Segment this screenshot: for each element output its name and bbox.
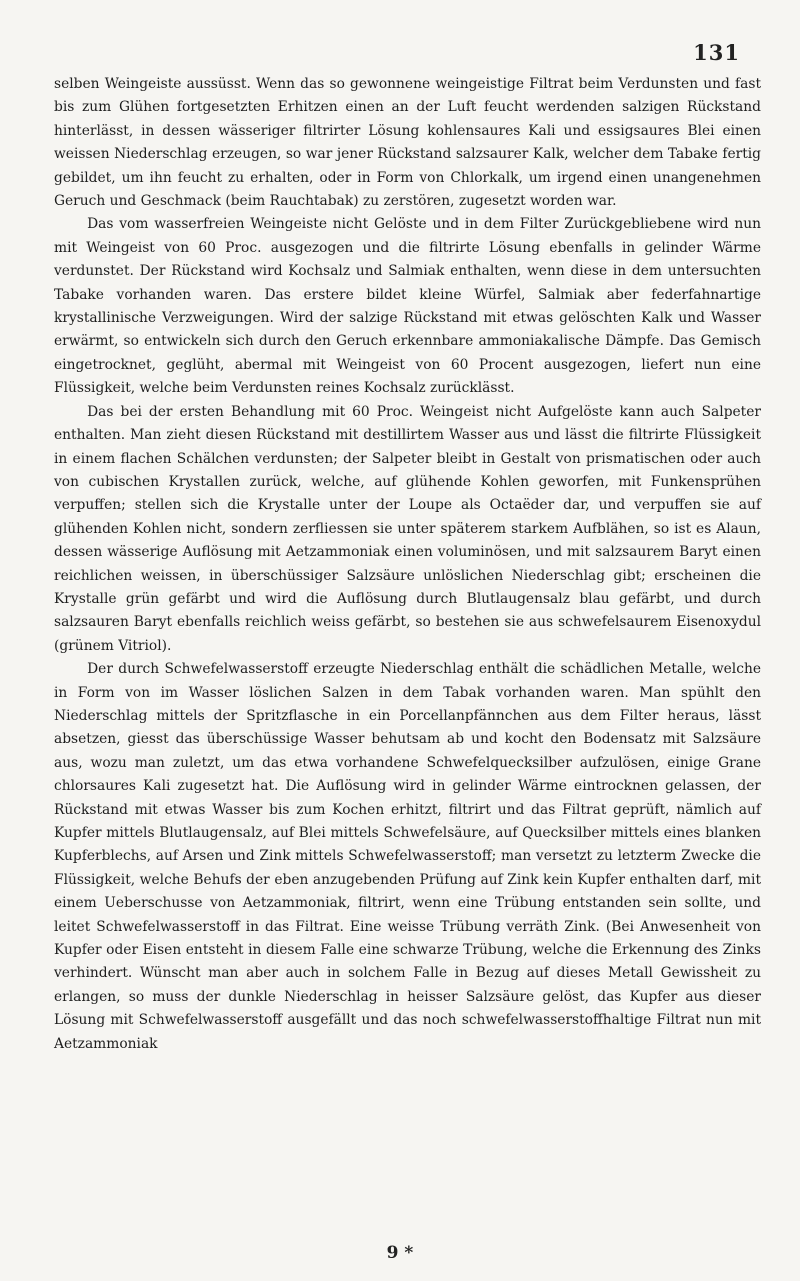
paragraph: selben Weingeiste aussüsst. Wenn das so gewonnene weingeistige Filtrat beim Verdunsten und fast bis zum Glühen fortgesetzten Erhitzen einen an der Luft feucht werdenden salzigen Rückstand hinterlässt, in dessen wässeriger filtrirter Lösung kohlensaures Kali und essigsaures Blei einen weissen Niederschlag erzeugen, so war jener Rückstand salzsaurer Kalk, welcher dem Tabake fertig gebildet, um ihn feucht zu erhalten, oder in Form von Chlorkalk, um irgend einen unangenehmen Geruch und Geschmack (beim Rauchtabak) zu zerstören, zugesetzt worden war. bbox=[54, 76, 761, 210]
page-number: 131 bbox=[693, 40, 740, 65]
paragraph: Das bei der ersten Behandlung mit 60 Proc. Weingeist nicht Aufgelöste kann auch Salpeter enthalten. Man zieht diesen Rückstand mit destillirtem Wasser aus und lässt die filtrirte Flüssigkeit in einem flachen Schälchen verdunsten; der Salpeter bleibt in Gestalt von prismatischen oder auch von cubischen Krystallen zurück, welche, auf glühende Kohlen geworfen, mit Funkensprühen verpuffen; stellen sich die Krystalle unter der Loupe als Octaëder dar, und verpuffen sie auf glühenden Kohlen nicht, sondern zerfliessen sie unter späterem starkem Aufblähen, so ist es Alaun, dessen wässerige Auflösung mit Aetzammoniak einen voluminösen, und mit salzsaurem Baryt einen reichlichen weissen, in überschüssiger Salzsäure unlöslichen Niederschlag gibt; erscheinen die Krystalle grün gefärbt und wird die Auflösung durch Blutlaugensalz blau gefärbt, und durch salzsauren Baryt ebenfalls reichlich weiss gefärbt, so bestehen sie aus schwefelsaurem Eisenoxydul (grünem Vitriol). bbox=[54, 403, 761, 654]
paragraph: Der durch Schwefelwasserstoff erzeugte Niederschlag enthält die schädlichen Metalle, welche in Form von im Wasser löslichen Salzen in dem Tabak vorhanden waren. Man spühlt den Niederschlag mittels der Spritzflasche in ein Porcellanpfännchen aus dem Filter heraus, lässt absetzen, giesst das überschüssige Wasser behutsam ab und kocht den Bodensatz mit Salzsäure aus, wozu man zuletzt, um das etwa vorhandene Schwefelquecksilber aufzulösen, einige Grane chlorsaures Kali zugesetzt hat. Die Auflösung wird in gelinder Wärme eintrocknen gelassen, der Rückstand mit etwas Wasser bis zum Kochen erhitzt, filtrirt und das Filtrat geprüft, nämlich auf Kupfer mittels Blutlaugensalz, auf Blei mittels Schwefelsäure, auf Quecksilber mittels eines blanken Kupferblechs, auf Arsen und Zink mittels Schwefelwasserstoff; man versetzt zu letzterm Zwecke die Flüssigkeit, welche Behufs der eben anzugebenden Prüfung auf Zink kein Kupfer enthalten darf, mit einem Ueberschusse von Aetzammoniak, filtrirt, wenn eine Trübung entstanden sein sollte, und leitet Schwefelwasserstoff in das Filtrat. Eine weisse Trübung verräth Zink. (Bei Anwesenheit von Kupfer oder Eisen entsteht in diesem Falle eine schwarze Trübung, welche die Erkennung des Zinks verhindert. Wünscht man aber auch in solchem Falle in Bezug auf dieses Metall Gewissheit zu erlangen, so muss der dunkle Niederschlag in heisser Salzsäure gelöst, das Kupfer aus dieser Lösung mit Schwefelwasserstoff ausgefällt und das noch schwefelwasserstoffhaltige Filtrat nun mit Aetzammoniak bbox=[54, 661, 761, 1052]
paragraph: Das vom wasserfreien Weingeiste nicht Gelöste und in dem Filter Zurückgebliebene wird nun mit Weingeist von 60 Proc. ausgezogen und die filtrirte Lösung ebenfalls in gelinder Wärme verdunstet. Der Rückstand wird Kochsalz und Salmiak enthalten, wenn diese in dem untersuchten Tabake vorhanden waren. Das erstere bildet kleine Würfel, Salmiak aber federfahnartige krystallinische Verzweigungen. Wird der salzige Rückstand mit etwas gelöschten Kalk und Wasser erwärmt, so entwickeln sich durch den Geruch erkennbare ammoniakalische Dämpfe. Das Gemisch eingetrocknet, geglüht, abermal mit Weingeist von 60 Procent ausgezogen, liefert nun eine Flüssigkeit, welche beim Verdunsten reines Kochsalz zurücklässt. bbox=[54, 216, 761, 397]
signature-mark: 9 * bbox=[386, 1243, 414, 1263]
body-text bbox=[54, 73, 761, 1056]
